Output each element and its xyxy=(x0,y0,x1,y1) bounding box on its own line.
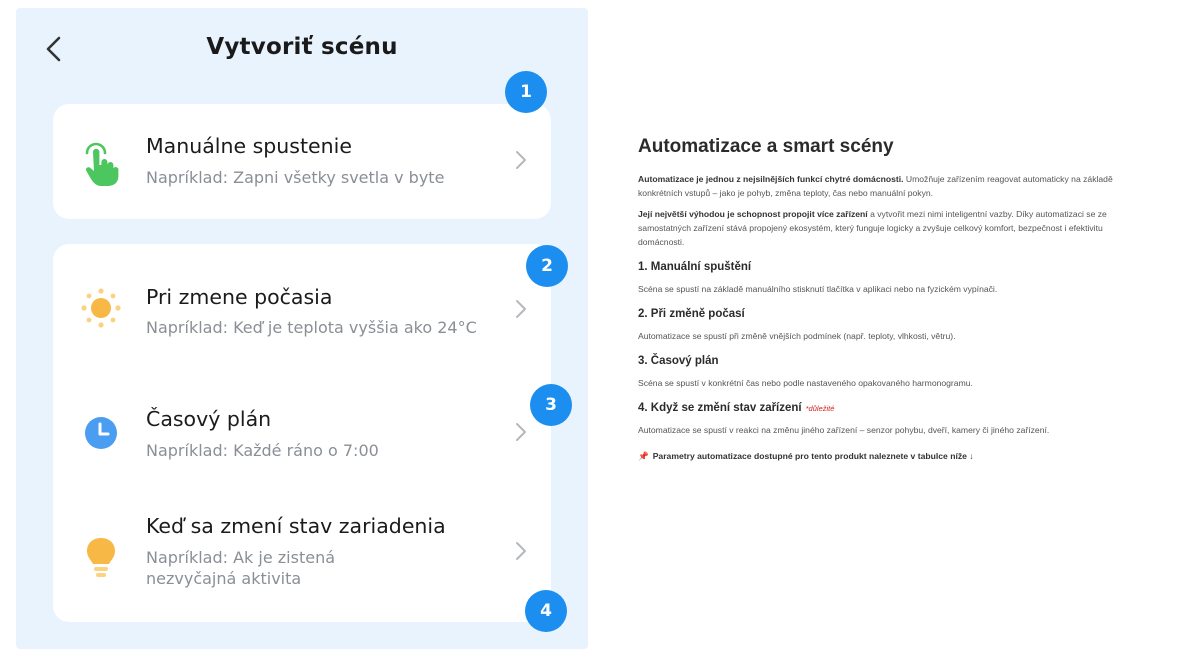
section-text-weather: Automatizace se spustí při změně vnějších podmínek (např. teploty, vlhkosti, větru). xyxy=(638,331,956,341)
step-badge-3: 3 xyxy=(530,384,572,426)
parameters-note-text: Parametry automatizace dostupné pro tento produkt naleznete v tabulce níže ↓ xyxy=(652,451,974,461)
intro-text: Umožňuje zařízením reagovat automaticky na základě konkrétních vstupů – jako je pohyb, změna teploty, čas nebo manuální pokyn. xyxy=(638,174,1113,198)
option-device-state-change[interactable] xyxy=(53,494,551,622)
option-subtitle-line: Napríklad: Ak je zistená xyxy=(146,548,336,567)
step-badge-1: 1 xyxy=(505,71,547,113)
manual-trigger-card xyxy=(53,104,551,219)
chevron-right-icon xyxy=(513,298,529,320)
section-text-schedule: Scéna se spustí v konkrétní čas nebo podle nastaveného opakovaného harmonogramu. xyxy=(638,378,973,388)
section-heading-weather: 2. Při změně počasí xyxy=(638,308,745,320)
page-title: Vytvoriť scénu xyxy=(206,34,398,60)
important-tag: *důležité xyxy=(805,404,835,413)
article-title: Automatizace a smart scény xyxy=(638,136,894,157)
article xyxy=(638,136,1148,470)
clock-icon xyxy=(79,411,123,455)
hand-tap-icon xyxy=(79,140,123,184)
section-text-device: Automatizace se spustí v reakci na změnu jiného zařízení – senzor pohybu, dveří, kamery či jiného zařízení. xyxy=(638,425,1050,435)
parameters-note xyxy=(638,449,1148,463)
option-title: Pri zmene počasia xyxy=(146,285,333,309)
option-schedule[interactable] xyxy=(53,376,551,486)
automatic-triggers-card xyxy=(53,244,551,622)
option-subtitle-line: nezvyčajná aktivita xyxy=(146,569,302,588)
option-title: Manuálne spustenie xyxy=(146,134,352,158)
option-subtitle: Napríklad: Keď je teplota vyššia ako 24°C xyxy=(146,318,477,337)
option-manual-trigger[interactable] xyxy=(53,104,551,219)
chevron-right-icon xyxy=(513,421,529,443)
article-intro xyxy=(638,172,1148,200)
section-heading-manual: 1. Manuální spuštění xyxy=(638,261,752,273)
option-title: Časový plán xyxy=(146,407,272,431)
pushpin-icon: 📌 xyxy=(638,451,649,461)
intro-bold: Automatizace je jednou z nejsilnějších funkcí chytré domácnosti. xyxy=(638,174,904,184)
option-subtitle: Napríklad: Zapni všetky svetla v byte xyxy=(146,168,445,187)
chevron-right-icon xyxy=(513,540,529,562)
article-benefit xyxy=(638,207,1148,249)
option-title: Keď sa zmení stav zariadenia xyxy=(146,514,446,538)
section-heading-device-text: 4. Když se změní stav zařízení xyxy=(638,402,802,414)
step-badge-4: 4 xyxy=(525,590,567,632)
option-subtitle: Napríklad: Každé ráno o 7:00 xyxy=(146,441,379,460)
section-heading-device xyxy=(638,402,1148,414)
section-text-manual: Scéna se spustí na základě manuálního stisknutí tlačítka v aplikaci nebo na fyzickém vypínači. xyxy=(638,284,998,294)
scene-panel xyxy=(16,8,588,649)
option-weather-change[interactable] xyxy=(53,244,551,364)
step-badge-2: 2 xyxy=(526,245,568,287)
benefit-text: a vytvořit mezi nimi inteligentní vazby. Díky automatizaci se ze samostatných zařízení stává propojený ekosystém, který funguje logicky a zvyšuje celkový komfort, bezpečnost i efektivitu domácnosti. xyxy=(638,209,1107,247)
benefit-bold: Její největší výhodou je schopnost propojit více zařízení xyxy=(638,209,868,219)
option-subtitle xyxy=(146,547,335,589)
section-heading-schedule: 3. Časový plán xyxy=(638,355,719,367)
chevron-right-icon xyxy=(513,149,529,171)
lightbulb-icon xyxy=(79,534,123,578)
sun-icon xyxy=(79,286,123,330)
